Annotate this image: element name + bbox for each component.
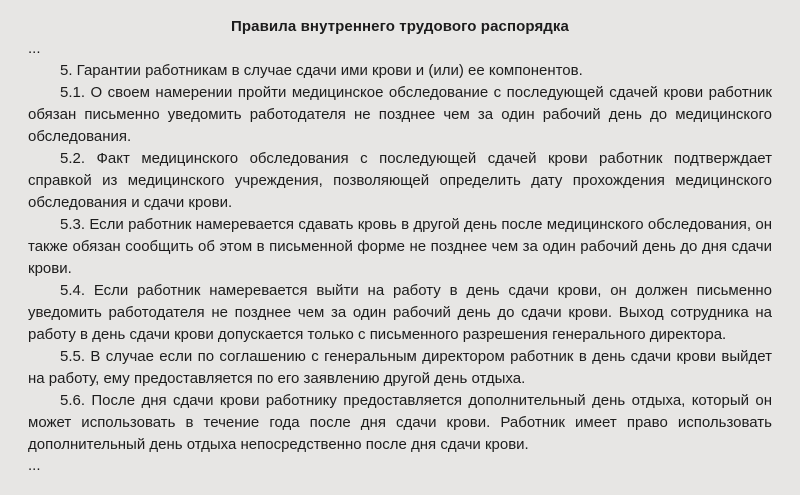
paragraph-5-1: 5.1. О своем намерении пройти медицинское обследование с последующей сдачей крови работник обязан письменно уведомить работодателя не позднее чем за один рабочий день до медицинского обследования. [28, 84, 772, 145]
paragraph-5-5: 5.5. В случае если по соглашению с генеральным директором работник в день сдачи крови выйдет на работу, ему предоставляется по его заявлению другой день отдыха. [28, 348, 772, 387]
paragraph-5-3: 5.3. Если работник намеревается сдавать кровь в другой день после медицинского обследования, он также обязан сообщить об этом в письменной форме не позднее чем за один рабочий день до дня сдачи крови. [28, 216, 772, 277]
paragraph-5-4: 5.4. Если работник намеревается выйти на работу в день сдачи крови, он должен письменно уведомить работодателя не позднее чем за один рабочий день до сдачи крови. Выход сотрудника на работу в день сдачи крови допускается только с письменного разрешения генерального директора. [28, 282, 772, 343]
ellipsis-bottom: ... [28, 457, 41, 474]
paragraph-5-2: 5.2. Факт медицинского обследования с последующей сдачей крови работник подтверждает справкой из медицинского учреждения, позволяющей определить дату прохождения медицинского обследования и сдачи крови. [28, 150, 772, 211]
paragraph-5-6: 5.6. После дня сдачи крови работнику предоставляется дополнительный день отдыха, который он может использовать в течение года после дня сдачи крови. Работник имеет право использовать дополнительный день отдыха непосредственно после дня сдачи крови. [28, 392, 772, 453]
paragraph-5: 5. Гарантии работникам в случае сдачи ими крови и (или) ее компонентов. [60, 62, 583, 79]
document-title: Правила внутреннего трудового распорядка [231, 18, 569, 35]
ellipsis-top: ... [28, 40, 41, 57]
